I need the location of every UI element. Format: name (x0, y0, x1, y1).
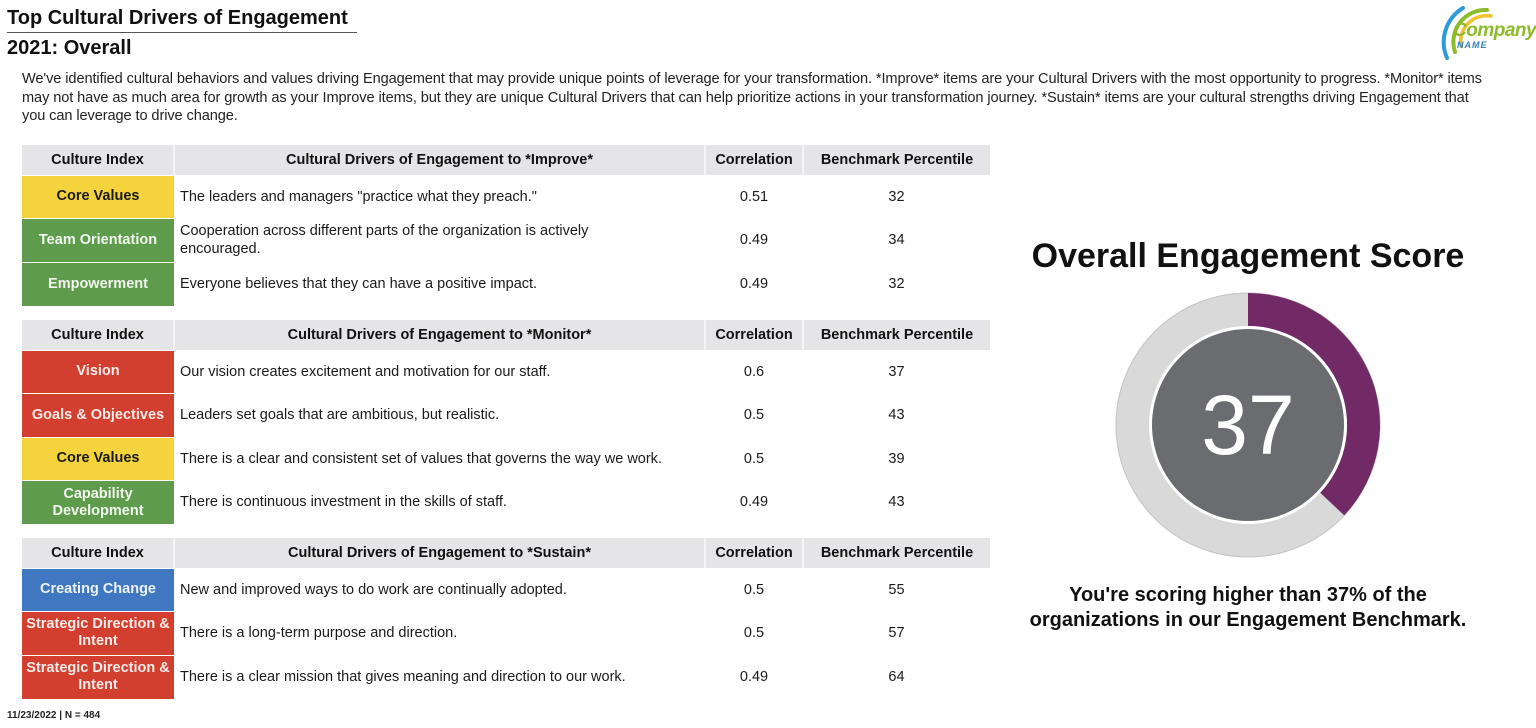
table-row (22, 437, 990, 481)
percentile-value: 43 (888, 407, 905, 424)
correlation-value: 0.49 (739, 275, 769, 292)
culture-index-badge: Core Values (22, 175, 174, 219)
correlation-value: 0.5 (743, 450, 765, 467)
driver-text: New and improved ways to do work are continually adopted. (180, 581, 567, 598)
driver-text: Our vision creates excitement and motivation for our staff. (180, 363, 551, 380)
col-drivers: Cultural Drivers of Engagement to *Monitor* (174, 320, 705, 350)
driver-text: There is continuous investment in the skills of staff. (180, 494, 507, 511)
logo-text: Company (1453, 20, 1536, 41)
culture-index-badge: Vision (22, 350, 174, 394)
col-drivers: Cultural Drivers of Engagement to *Sustain* (174, 538, 705, 568)
percentile-value: 43 (888, 494, 905, 511)
col-culture-index: Culture Index (22, 320, 174, 350)
score-title: Overall Engagement Score (1031, 237, 1465, 275)
score-caption-line-2: organizations in our Engagement Benchmark. (1029, 609, 1467, 631)
percentile-value: 57 (888, 625, 905, 642)
culture-index-badge: Capability Development (22, 481, 174, 525)
driver-text: Everyone believes that they can have a positive impact. (180, 275, 538, 292)
table-row (22, 394, 990, 438)
driver-text: There is a clear and consistent set of values that governs the way we work. (180, 450, 662, 467)
correlation-value: 0.49 (739, 668, 769, 685)
col-benchmark-percentile: Benchmark Percentile (803, 538, 990, 568)
culture-index-badge: Strategic Direction & Intent (22, 655, 174, 699)
intro-paragraph: We've identified cultural behaviors and values driving Engagement that may provide unique points of leverage for your transformation. *Improve* items are your Cultural Drivers with the most opportunity to progress. *Monitor* items may not have as much area for growth as your Improve items, but they are unique Cultural Drivers that can help prioritize actions in your transformation journey. *Sustain* items are your cultural strengths driving Engagement that you can leverage to drive change. (22, 71, 1482, 124)
col-drivers: Cultural Drivers of Engagement to *Improve* (174, 145, 705, 175)
correlation-value: 0.51 (739, 188, 769, 205)
col-culture-index: Culture Index (22, 145, 174, 175)
culture-index-badge: Creating Change (22, 568, 174, 612)
score-caption-line-1: You're scoring higher than 37% of the (1069, 584, 1427, 606)
percentile-value: 32 (888, 275, 905, 292)
col-benchmark-percentile: Benchmark Percentile (803, 320, 990, 350)
footer-date-n: 11/23/2022 | N = 484 (7, 710, 101, 721)
correlation-value: 0.49 (739, 232, 769, 249)
table-header-row (22, 145, 990, 175)
culture-index-badge: Strategic Direction & Intent (22, 612, 174, 656)
table-header-row (22, 320, 990, 350)
driver-text: The leaders and managers "practice what they preach." (180, 188, 537, 205)
table-row (22, 655, 990, 699)
monitor-table (22, 320, 990, 524)
improve-table (22, 145, 990, 306)
title-underline (7, 32, 357, 33)
table-row (22, 175, 990, 219)
sustain-table (22, 538, 990, 699)
table-row (22, 350, 990, 394)
percentile-value: 55 (888, 581, 905, 598)
percentile-value: 34 (888, 232, 905, 249)
driver-text: Leaders set goals that are ambitious, but realistic. (180, 407, 500, 424)
culture-index-badge: Empowerment (22, 262, 174, 306)
score-caption (1000, 583, 1496, 633)
table-row (22, 262, 990, 306)
driver-text: Cooperation across different parts of the organization is actively encouraged. (180, 223, 589, 258)
col-correlation: Correlation (705, 145, 803, 175)
correlation-value: 0.6 (743, 363, 765, 380)
correlation-value: 0.5 (743, 581, 765, 598)
table-row (22, 568, 990, 612)
page-title: Top Cultural Drivers of Engagement (7, 7, 348, 29)
percentile-value: 32 (888, 188, 905, 205)
percentile-value: 39 (888, 450, 905, 467)
col-benchmark-percentile: Benchmark Percentile (803, 145, 990, 175)
table-row (22, 481, 990, 525)
percentile-value: 37 (888, 363, 905, 380)
percentile-value: 64 (888, 668, 905, 685)
correlation-value: 0.49 (739, 494, 769, 511)
col-culture-index: Culture Index (22, 538, 174, 568)
page-subtitle: 2021: Overall (7, 37, 132, 59)
driver-text: There is a clear mission that gives meaning and direction to our work. (180, 668, 626, 685)
culture-index-badge: Team Orientation (22, 219, 174, 263)
logo-subtext: NAME (1457, 40, 1488, 50)
culture-index-badge: Core Values (22, 437, 174, 481)
correlation-value: 0.5 (743, 407, 765, 424)
company-logo (1425, 2, 1536, 60)
col-correlation: Correlation (705, 538, 803, 568)
correlation-value: 0.5 (743, 625, 765, 642)
culture-index-badge: Goals & Objectives (22, 394, 174, 438)
table-header-row (22, 538, 990, 568)
driver-text: There is a long-term purpose and direction. (180, 625, 458, 642)
col-correlation: Correlation (705, 320, 803, 350)
table-row (22, 219, 990, 263)
score-value: 37 (1201, 377, 1295, 472)
table-row (22, 612, 990, 656)
